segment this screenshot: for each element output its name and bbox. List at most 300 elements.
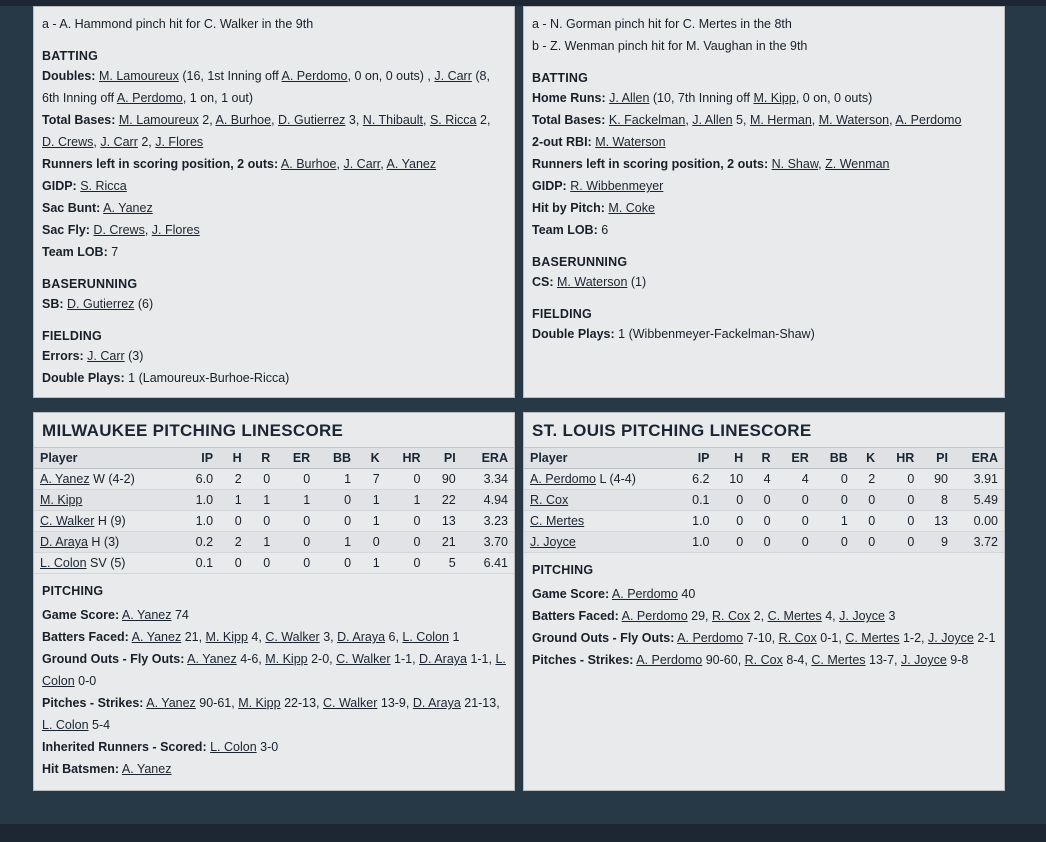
player-link[interactable]: J. Carr xyxy=(100,135,138,149)
col-bb: BB xyxy=(815,448,854,469)
home-batters-faced xyxy=(532,605,996,627)
player-link[interactable]: C. Walker xyxy=(322,696,378,710)
value xyxy=(103,201,153,215)
table-row[interactable] xyxy=(524,511,1004,532)
label: Pitches - Strikes: xyxy=(42,696,144,710)
away-notes-panel xyxy=(33,6,515,398)
player-link[interactable]: C. Walker xyxy=(265,630,320,644)
cell-player[interactable] xyxy=(34,553,179,574)
cell-k: 0 xyxy=(357,532,386,553)
player-link[interactable]: J. Carr xyxy=(87,349,125,363)
cell-r: 0 xyxy=(248,553,277,574)
cell-hr: 0 xyxy=(881,490,920,511)
away-batting-risp xyxy=(42,153,506,175)
cell-hr: 0 xyxy=(386,532,427,553)
table-row[interactable] xyxy=(34,511,514,532)
cell-pi: 8 xyxy=(920,490,954,511)
home-baserunning-header: BASERUNNING xyxy=(532,255,628,269)
decision: L (4-4) xyxy=(599,472,636,486)
home-batting-total-bases xyxy=(532,109,996,131)
away-ground-fly-outs xyxy=(42,648,506,692)
table-row[interactable] xyxy=(34,490,514,511)
player-link[interactable]: J. Joyce xyxy=(530,535,576,549)
col-hr: HR xyxy=(881,448,920,469)
player-link[interactable]: A. Yanez xyxy=(40,472,90,486)
away-pitching-header: PITCHING xyxy=(42,584,104,598)
player-link[interactable]: M. Lamoureux xyxy=(98,69,179,83)
cell-r: 0 xyxy=(248,469,277,490)
label: Ground Outs - Fly Outs: xyxy=(42,652,185,666)
away-fielding-double-plays xyxy=(42,367,506,389)
cell-k: 0 xyxy=(854,490,881,511)
cell-hr: 0 xyxy=(386,553,427,574)
label: Team LOB: xyxy=(532,223,598,237)
player-link[interactable]: M. Herman xyxy=(749,113,812,127)
cell-h: 0 xyxy=(219,553,248,574)
label: Total Bases: xyxy=(532,113,606,127)
home-batting-hbp xyxy=(532,197,996,219)
cell-h: 0 xyxy=(716,490,750,511)
player-link[interactable]: C. Mertes xyxy=(530,514,585,528)
col-h: H xyxy=(219,448,248,469)
cell-ip: 1.0 xyxy=(179,490,219,511)
value: D. Crews, J. Flores xyxy=(93,223,200,237)
label: Game Score: xyxy=(42,608,120,622)
table-row[interactable] xyxy=(34,532,514,553)
cell-er: 4 xyxy=(777,469,815,490)
player-link[interactable]: R. Cox xyxy=(778,631,817,645)
value xyxy=(608,201,655,215)
player-link[interactable]: D. Araya xyxy=(419,652,467,666)
away-game-score xyxy=(42,604,506,626)
cell-er: 0 xyxy=(276,532,316,553)
cell-era: 3.70 xyxy=(462,532,514,553)
cell-k: 1 xyxy=(357,511,386,532)
player-link[interactable]: A. Burhoe xyxy=(280,157,337,171)
away-pitching-table xyxy=(34,448,514,574)
cell-bb: 0 xyxy=(815,532,854,553)
cell-player[interactable] xyxy=(524,532,677,553)
player-link[interactable]: A. Perdomo xyxy=(636,653,703,667)
player-link[interactable]: M. Coke xyxy=(608,201,655,215)
away-batting-team-lob xyxy=(42,241,506,263)
player-link[interactable]: J. Flores xyxy=(151,223,200,237)
label: Runners left in scoring position, 2 outs: xyxy=(532,157,769,171)
cell-pi: 13 xyxy=(427,511,462,532)
label: Runners left in scoring position, 2 outs: xyxy=(42,157,279,171)
player-link[interactable]: L. Colon xyxy=(210,740,257,754)
cell-pi: 22 xyxy=(427,490,462,511)
label: Doubles: xyxy=(42,69,96,83)
cell-ip: 6.0 xyxy=(179,469,219,490)
player-link[interactable]: S. Ricca xyxy=(429,113,477,127)
player-link[interactable]: A. Yanez xyxy=(187,652,237,666)
player-link[interactable]: D. Crews xyxy=(93,223,145,237)
value: M. Waterson (1) xyxy=(557,275,647,289)
decision: W (4-2) xyxy=(93,472,135,486)
cell-ip: 1.0 xyxy=(677,532,715,553)
cell-ip: 0.1 xyxy=(179,553,219,574)
label: CS: xyxy=(532,275,554,289)
player-link[interactable]: C. Walker xyxy=(336,652,391,666)
player-link[interactable]: D. Araya xyxy=(40,535,88,549)
home-batting-gidp xyxy=(532,175,996,197)
cell-ip: 1.0 xyxy=(677,511,715,532)
cell-era: 3.72 xyxy=(954,532,1004,553)
player-link[interactable]: R. Cox xyxy=(744,653,783,667)
player-link[interactable]: A. Perdomo xyxy=(611,587,678,601)
cell-pi: 90 xyxy=(920,469,954,490)
value: M. Lamoureux 2, A. Burhoe, D. Gutierrez 3, N. Thibault, S. Ricca 2, D. Crews, J. Carr 2, J. Flores xyxy=(42,113,491,149)
player-link[interactable]: M. Kipp xyxy=(265,652,308,666)
player-link[interactable]: D. Gutierrez xyxy=(67,297,135,311)
cell-era: 0.00 xyxy=(954,511,1004,532)
col-h: H xyxy=(716,448,750,469)
label: Hit Batsmen: xyxy=(42,762,120,776)
home-pinchhit-notes xyxy=(532,13,996,57)
away-pitching-details xyxy=(34,574,514,790)
cell-pi: 9 xyxy=(920,532,954,553)
player-link[interactable]: A. Perdomo xyxy=(895,113,962,127)
col-era: ERA xyxy=(462,448,514,469)
cell-k: 0 xyxy=(854,511,881,532)
value: A. Perdomo 90-60, R. Cox 8-4, C. Mertes 13-7, J. Joyce 9-8 xyxy=(636,653,969,667)
cell-er: 0 xyxy=(276,553,316,574)
player-link[interactable]: A. Perdomo xyxy=(281,69,348,83)
cell-er: 1 xyxy=(276,490,316,511)
home-pitching-table xyxy=(524,448,1004,553)
label: Inherited Runners - Scored: xyxy=(42,740,207,754)
player-link[interactable]: L. Colon xyxy=(402,630,449,644)
player-link[interactable]: A. Perdomo xyxy=(116,91,183,105)
player-link[interactable]: A. Yanez xyxy=(131,630,182,644)
cell-era: 6.41 xyxy=(462,553,514,574)
player-link[interactable]: D. Araya xyxy=(337,630,386,644)
value: A. Yanez 90-61, M. Kipp 22-13, C. Walker 13-9, D. Araya 21-13, L. Colon 5-4 xyxy=(42,696,500,732)
away-baserunning-header: BASERUNNING xyxy=(42,277,138,291)
value: A. Yanez 4-6, M. Kipp 2-0, C. Walker 1-1, D. Araya 1-1, L. Colon 0-0 xyxy=(42,652,506,688)
cell-r: 1 xyxy=(248,490,277,511)
cell-k: 7 xyxy=(357,469,386,490)
player-link[interactable]: D. Crews xyxy=(42,135,94,149)
label: Sac Bunt: xyxy=(42,201,101,215)
player-link[interactable]: J. Joyce xyxy=(928,631,974,645)
cell-bb: 0 xyxy=(316,511,357,532)
home-pitching-panel xyxy=(523,412,1005,791)
player-link[interactable]: A. Burhoe xyxy=(215,113,272,127)
table-row[interactable] xyxy=(524,469,1004,490)
value xyxy=(570,179,663,193)
home-notes-panel xyxy=(523,6,1005,398)
decision: SV (5) xyxy=(90,556,126,570)
cell-r: 4 xyxy=(749,469,776,490)
label: Double Plays: xyxy=(532,327,615,341)
right-margin xyxy=(1013,6,1046,824)
player-link[interactable]: L. Colon xyxy=(42,718,89,732)
label: Batters Faced: xyxy=(532,609,619,623)
value: K. Fackelman, J. Allen 5, M. Herman, M. Waterson, A. Perdomo xyxy=(608,113,962,127)
cell-ip: 0.2 xyxy=(179,532,219,553)
cell-bb: 1 xyxy=(316,469,357,490)
value: A. Perdomo 40 xyxy=(611,587,696,601)
away-batting-doubles xyxy=(42,65,506,109)
player-link[interactable]: R. Cox xyxy=(711,609,751,623)
cell-player[interactable] xyxy=(524,511,677,532)
player-link[interactable]: J. Allen xyxy=(692,113,733,127)
player-link[interactable]: J. Joyce xyxy=(839,609,885,623)
table-row[interactable] xyxy=(34,553,514,574)
player-link[interactable]: A. Perdomo xyxy=(677,631,744,645)
col-er: ER xyxy=(777,448,815,469)
value: L. Colon 3-0 xyxy=(210,740,279,754)
label: Ground Outs - Fly Outs: xyxy=(532,631,675,645)
cell-h: 0 xyxy=(716,532,750,553)
cell-er: 0 xyxy=(777,490,815,511)
label: Hit by Pitch: xyxy=(532,201,605,215)
player-link[interactable]: N. Thibault xyxy=(362,113,424,127)
col-er: ER xyxy=(276,448,316,469)
player-link[interactable]: M. Kipp xyxy=(205,630,248,644)
value: J. Allen (10, 7th Inning off M. Kipp, 0 on, 0 outs) xyxy=(609,91,873,105)
content-columns xyxy=(33,6,1013,791)
away-batters-faced xyxy=(42,626,506,648)
player-link[interactable]: A. Yanez xyxy=(121,608,172,622)
away-pitches-strikes xyxy=(42,692,506,736)
away-baserunning-sb xyxy=(42,293,506,315)
player-link[interactable]: N. Shaw xyxy=(771,157,819,171)
home-pitching-details xyxy=(524,553,1004,681)
home-baserunning-cs xyxy=(532,271,996,293)
cell-era: 3.34 xyxy=(462,469,514,490)
value: 7 xyxy=(111,245,119,259)
player-link[interactable]: L. Colon xyxy=(40,556,87,570)
cell-r: 0 xyxy=(749,511,776,532)
note-line: b - Z. Wenman pinch hit for M. Vaughan in the 9th xyxy=(532,39,808,53)
home-pitching-header: PITCHING xyxy=(532,563,594,577)
cell-era: 4.94 xyxy=(462,490,514,511)
player-link[interactable]: M. Kipp xyxy=(40,493,83,507)
player-link[interactable]: M. Kipp xyxy=(753,91,796,105)
player-link[interactable]: L. Colon xyxy=(42,652,506,688)
col-hr: HR xyxy=(386,448,427,469)
cell-era: 5.49 xyxy=(954,490,1004,511)
cell-player[interactable] xyxy=(34,490,179,511)
cell-h: 1 xyxy=(219,490,248,511)
player-link[interactable]: Z. Wenman xyxy=(825,157,890,171)
cell-r: 0 xyxy=(248,511,277,532)
cell-h: 2 xyxy=(219,469,248,490)
col-era: ERA xyxy=(954,448,1004,469)
cell-h: 0 xyxy=(219,511,248,532)
label: GIDP: xyxy=(42,179,77,193)
away-batting-sac-fly xyxy=(42,219,506,241)
player-link[interactable]: D. Gutierrez xyxy=(278,113,346,127)
player-link[interactable]: A. Yanez xyxy=(103,201,153,215)
player-link[interactable]: R. Wibbenmeyer xyxy=(570,179,664,193)
player-link[interactable]: C. Walker xyxy=(40,514,95,528)
pitching-row xyxy=(33,412,1013,791)
away-batting-header: BATTING xyxy=(42,49,99,63)
cell-r: 0 xyxy=(749,532,776,553)
cell-h: 10 xyxy=(716,469,750,490)
cell-r: 1 xyxy=(248,532,277,553)
cell-hr: 0 xyxy=(386,469,427,490)
cell-hr: 0 xyxy=(386,511,427,532)
value: N. Shaw, Z. Wenman xyxy=(771,157,890,171)
cell-h: 0 xyxy=(716,511,750,532)
cell-hr: 0 xyxy=(881,511,920,532)
col-pi: PI xyxy=(427,448,462,469)
cell-pi: 21 xyxy=(427,532,462,553)
player-link[interactable]: A. Yanez xyxy=(121,762,172,776)
player-link[interactable]: K. Fackelman xyxy=(608,113,686,127)
player-link[interactable]: C. Mertes xyxy=(845,631,900,645)
player-link[interactable]: J. Joyce xyxy=(900,653,947,667)
home-batting-2out-rbi xyxy=(532,131,996,153)
player-link[interactable]: M. Waterson xyxy=(818,113,890,127)
label: Errors: xyxy=(42,349,84,363)
col-ip: IP xyxy=(677,448,715,469)
label: Pitches - Strikes: xyxy=(532,653,634,667)
value: A. Burhoe, J. Carr, A. Yanez xyxy=(280,157,437,171)
away-batting-total-bases xyxy=(42,109,506,153)
cell-player[interactable] xyxy=(34,532,179,553)
label: Sac Fly: xyxy=(42,223,90,237)
value xyxy=(122,762,172,776)
label: SB: xyxy=(42,297,64,311)
player-link[interactable]: C. Mertes xyxy=(811,653,866,667)
label: Total Bases: xyxy=(42,113,116,127)
label: Double Plays: xyxy=(42,371,125,385)
cell-bb: 0 xyxy=(316,490,357,511)
away-pitching-title: MILWAUKEE PITCHING LINESCORE xyxy=(34,413,514,448)
label: 2-out RBI: xyxy=(532,135,592,149)
cell-hr: 1 xyxy=(386,490,427,511)
value: J. Carr (3) xyxy=(87,349,144,363)
cell-k: 1 xyxy=(357,490,386,511)
player-link[interactable]: A. Yanez xyxy=(146,696,196,710)
table-header-row xyxy=(34,448,514,469)
cell-ip: 6.2 xyxy=(677,469,715,490)
cell-bb: 0 xyxy=(316,553,357,574)
player-link[interactable]: J. Carr xyxy=(343,157,381,171)
home-batting-team-lob xyxy=(532,219,996,241)
cell-pi: 5 xyxy=(427,553,462,574)
value: A. Yanez 74 xyxy=(121,608,189,622)
col-r: R xyxy=(749,448,776,469)
away-pinchhit-notes xyxy=(42,13,506,35)
away-fielding-header: FIELDING xyxy=(42,329,102,343)
col-ip: IP xyxy=(179,448,219,469)
player-link[interactable]: A. Perdomo xyxy=(621,609,688,623)
cell-r: 0 xyxy=(749,490,776,511)
player-link[interactable]: C. Mertes xyxy=(767,609,822,623)
player-link[interactable]: J. Flores xyxy=(155,135,204,149)
cell-player[interactable] xyxy=(524,469,677,490)
col-k: K xyxy=(854,448,881,469)
player-link[interactable]: M. Waterson xyxy=(557,275,628,289)
cell-bb: 1 xyxy=(316,532,357,553)
away-batting-gidp xyxy=(42,175,506,197)
player-link[interactable]: R. Cox xyxy=(530,493,569,507)
table-row[interactable] xyxy=(524,532,1004,553)
home-fielding-header: FIELDING xyxy=(532,307,592,321)
label: Team LOB: xyxy=(42,245,108,259)
notes-row xyxy=(33,6,1013,398)
value: 6 xyxy=(601,223,609,237)
col-player: Player xyxy=(34,448,179,469)
cell-era: 3.91 xyxy=(954,469,1004,490)
player-link[interactable]: A. Yanez xyxy=(386,157,437,171)
decision: H (9) xyxy=(97,514,126,528)
value: 1 (Wibbenmeyer-Fackelman-Shaw) xyxy=(618,327,815,341)
cell-er: 0 xyxy=(276,469,316,490)
cell-hr: 0 xyxy=(881,469,920,490)
player-link[interactable]: J. Allen xyxy=(609,91,650,105)
label: Home Runs: xyxy=(532,91,606,105)
player-link[interactable]: J. Carr xyxy=(434,69,472,83)
player-link[interactable]: D. Araya xyxy=(412,696,461,710)
home-pitching-title: ST. LOUIS PITCHING LINESCORE xyxy=(524,413,1004,448)
value: A. Perdomo 29, R. Cox 2, C. Mertes 4, J. Joyce 3 xyxy=(621,609,896,623)
away-hit-batsmen xyxy=(42,758,506,780)
away-pitching-panel xyxy=(33,412,515,791)
cell-ip: 0.1 xyxy=(677,490,715,511)
value: A. Yanez 21, M. Kipp 4, C. Walker 3, D. Araya 6, L. Colon 1 xyxy=(131,630,460,644)
table-row[interactable] xyxy=(34,469,514,490)
cell-player[interactable] xyxy=(524,490,677,511)
cell-player[interactable] xyxy=(34,511,179,532)
player-link[interactable]: M. Kipp xyxy=(238,696,281,710)
player-link[interactable]: S. Ricca xyxy=(80,179,127,193)
col-player: Player xyxy=(524,448,677,469)
label: GIDP: xyxy=(532,179,567,193)
home-game-score xyxy=(532,583,996,605)
home-batting-header: BATTING xyxy=(532,71,589,85)
note-line: a - A. Hammond pinch hit for C. Walker in the 9th xyxy=(42,17,314,31)
cell-k: 1 xyxy=(357,553,386,574)
decision: H (3) xyxy=(91,535,120,549)
player-link[interactable]: M. Waterson xyxy=(595,135,666,149)
value xyxy=(80,179,127,193)
player-link[interactable]: A. Perdomo xyxy=(530,472,597,486)
player-link[interactable]: M. Lamoureux xyxy=(118,113,199,127)
cell-era: 3.23 xyxy=(462,511,514,532)
cell-player[interactable] xyxy=(34,469,179,490)
cell-ip: 1.0 xyxy=(179,511,219,532)
label: Batters Faced: xyxy=(42,630,129,644)
value: A. Perdomo 7-10, R. Cox 0-1, C. Mertes 1-2, J. Joyce 2-1 xyxy=(677,631,996,645)
col-r: R xyxy=(248,448,277,469)
home-pitches-strikes xyxy=(532,649,996,671)
cell-hr: 0 xyxy=(881,532,920,553)
value xyxy=(595,135,665,149)
away-inherited-runners xyxy=(42,736,506,758)
away-batting-sac-bunt xyxy=(42,197,506,219)
left-margin xyxy=(0,6,33,824)
note-line: a - N. Gorman pinch hit for C. Mertes in the 8th xyxy=(532,17,792,31)
away-fielding-errors xyxy=(42,345,506,367)
cell-k: 2 xyxy=(854,469,881,490)
bottom-strip xyxy=(0,824,1046,842)
home-batting-risp xyxy=(532,153,996,175)
cell-pi: 90 xyxy=(427,469,462,490)
cell-er: 0 xyxy=(777,511,815,532)
home-ground-fly-outs xyxy=(532,627,996,649)
cell-pi: 13 xyxy=(920,511,954,532)
table-row[interactable] xyxy=(524,490,1004,511)
label: Game Score: xyxy=(532,587,610,601)
